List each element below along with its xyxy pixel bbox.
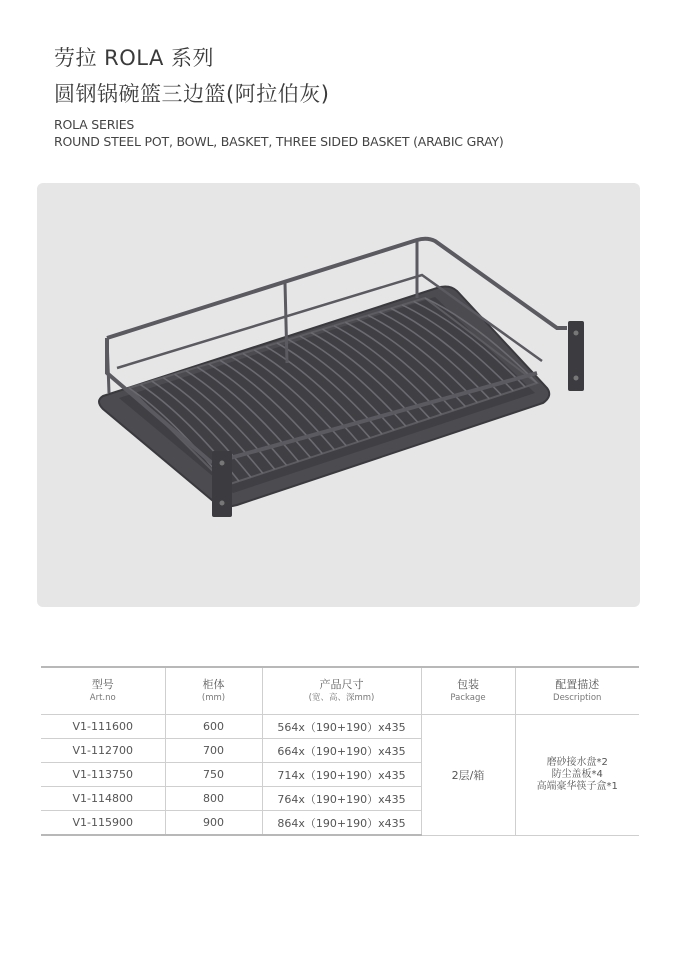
header-package: 包装 Package — [421, 667, 515, 715]
cell-size: 764x（190+190）x435 — [262, 787, 421, 811]
wire-basket-illustration — [37, 183, 640, 607]
cell-art-no: V1-113750 — [41, 763, 165, 787]
cell-size: 864x（190+190）x435 — [262, 811, 421, 836]
bolt-icon — [220, 501, 225, 506]
table-header-row — [41, 667, 639, 715]
cell-size: 664x（190+190）x435 — [262, 739, 421, 763]
series-subtitle: ROLA SERIES — [54, 117, 135, 132]
header-cabinet: 柜体 (mm) — [165, 667, 262, 715]
product-image — [37, 183, 640, 607]
cell-cabinet: 700 — [165, 739, 262, 763]
header-art-no: 型号 Art.no — [41, 667, 165, 715]
cell-art-no: V1-115900 — [41, 811, 165, 836]
description-line: 防尘盖板*4 — [551, 768, 603, 780]
cell-art-no: V1-112700 — [41, 739, 165, 763]
cell-art-no: V1-114800 — [41, 787, 165, 811]
cell-cabinet: 600 — [165, 715, 262, 739]
bolt-icon — [574, 331, 579, 336]
table-row — [41, 715, 639, 739]
cell-cabinet: 750 — [165, 763, 262, 787]
page-title: 劳拉 ROLA 系列 — [54, 46, 215, 70]
description-line: 磨砂接水盘*2 — [546, 756, 608, 768]
cell-description — [515, 715, 639, 836]
product-subtitle: ROUND STEEL POT, BOWL, BASKET, THREE SIDED BASKET (ARABIC GRAY) — [54, 134, 504, 149]
bolt-icon — [574, 376, 579, 381]
cell-package: 2层/箱 — [421, 715, 515, 836]
description-line: 高端豪华筷子盒*1 — [536, 780, 618, 792]
spec-table — [41, 666, 639, 836]
header-description: 配置描述 Description — [515, 667, 639, 715]
bolt-icon — [220, 461, 225, 466]
cell-size: 714x（190+190）x435 — [262, 763, 421, 787]
product-title: 圆钢锅碗篮三边篮(阿拉伯灰) — [54, 82, 330, 106]
cell-cabinet: 900 — [165, 811, 262, 836]
cell-size: 564x（190+190）x435 — [262, 715, 421, 739]
cell-cabinet: 800 — [165, 787, 262, 811]
cell-art-no: V1-111600 — [41, 715, 165, 739]
header-size: 产品尺寸 (宽、高、深mm) — [262, 667, 421, 715]
